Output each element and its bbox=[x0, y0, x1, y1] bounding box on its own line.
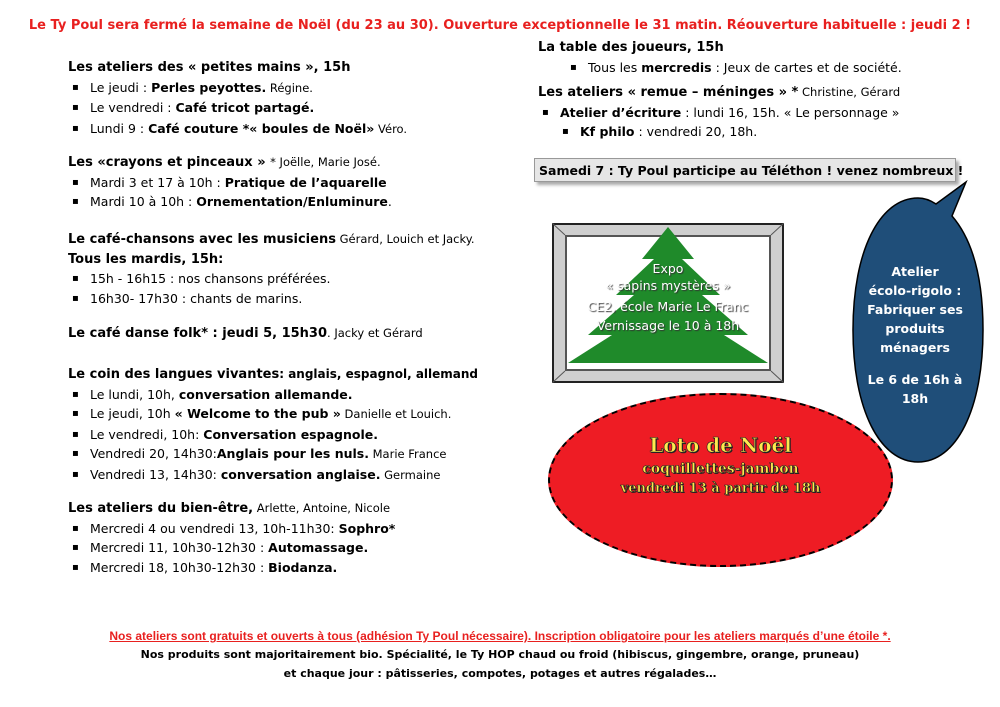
ecolo-line-7: 18h bbox=[901, 391, 929, 406]
list-item: ▪ 15h - 16h15 : nos chansons préférées. bbox=[68, 269, 475, 289]
section-bienetre bbox=[68, 498, 395, 577]
list-item: ▪ Mardi 10 à 10h : Ornementation/Enluminure. bbox=[68, 192, 392, 212]
list-item: ▪ Mercredi 11, 10h30-12h30 : Automassage. bbox=[68, 538, 395, 558]
section-title: Les ateliers des « petites mains », 15h bbox=[68, 60, 351, 75]
list-item: ▪ Le lundi, 10h, conversation allemande. bbox=[68, 385, 478, 405]
section-title: La table des joueurs, 15h bbox=[538, 40, 724, 55]
footer-notice: Nos ateliers sont gratuits et ouverts à tous (adhésion Ty Poul nécessaire). Inscription obligatoire pour les ateliers marqués d’une étoile *. bbox=[109, 629, 891, 643]
telethon-notice: Samedi 7 : Ty Poul participe au Téléthon ! venez nombreux ! bbox=[534, 158, 956, 182]
list-item: ▪ Mardi 3 et 17 à 10h : Pratique de l’aquarelle bbox=[68, 173, 392, 193]
list-item: ▪ Tous les mercredis : Jeux de cartes et de société. bbox=[566, 58, 902, 78]
expo-subtitle: « sapins mystères » bbox=[605, 278, 731, 293]
list-item: ▪ Le vendredi : Café tricot partagé. bbox=[68, 98, 407, 119]
section-joueurs bbox=[538, 38, 902, 77]
loto-oval bbox=[548, 393, 893, 567]
section-crayons bbox=[68, 152, 392, 212]
list bbox=[68, 173, 392, 212]
loto-date: vendredi 13 à partir de 18h bbox=[620, 481, 821, 496]
list-item: ▪ Lundi 9 : Café couture *« boules de Noël» Véro. bbox=[68, 119, 407, 140]
section-title: Les ateliers du bien-être, Arlette, Antoine, Nicole bbox=[68, 501, 391, 516]
section-title: Les ateliers « remue – méninges » * Christine, Gérard bbox=[538, 85, 901, 100]
footer-daily: et chaque jour : pâtisseries, compotes, potages et autres régalades… bbox=[283, 667, 717, 680]
ecolo-line-5: ménagers bbox=[880, 340, 950, 355]
section-title: Les «crayons et pinceaux » * Joëlle, Marie José. bbox=[68, 155, 381, 170]
footer-products: Nos produits sont majoritairement bio. Spécialité, le Ty HOP chaud ou froid (hibiscus, gingembre, orange, pruneau) bbox=[140, 648, 860, 661]
list-item: ▪ Vendredi 13, 14h30: conversation anglaise. Germaine bbox=[68, 465, 478, 486]
section-subtitle: Tous les mardis, 15h: bbox=[68, 251, 224, 267]
section-chansons bbox=[68, 229, 475, 308]
section-petites-mains bbox=[68, 58, 407, 139]
expo-vernissage: Vernissage le 10 à 18h bbox=[596, 318, 740, 333]
list-item: ▪ Le jeudi, 10h « Welcome to the pub » Danielle et Louich. bbox=[68, 404, 478, 425]
ecolo-line-3: Fabriquer ses bbox=[867, 302, 963, 317]
list bbox=[68, 519, 395, 578]
loto-menu: coquillettes-jambon bbox=[642, 461, 799, 477]
ecolo-line-2: écolo-rigolo : bbox=[868, 283, 962, 298]
loto-title: Loto de Noël bbox=[649, 433, 792, 457]
list-item: ▪ Vendredi 20, 14h30:Anglais pour les nuls. Marie France bbox=[68, 444, 478, 465]
ecolo-line-6: Le 6 de 16h à bbox=[867, 372, 963, 387]
section-title: Le coin des langues vivantes: anglais, espagnol, allemand bbox=[68, 367, 479, 382]
section-danse bbox=[68, 323, 423, 344]
list-item: ▪ Le vendredi, 10h: Conversation espagnole. bbox=[68, 425, 478, 445]
section-meninges bbox=[538, 82, 900, 142]
list-item: ▪ Mercredi 18, 10h30-12h30 : Biodanza. bbox=[68, 558, 395, 578]
expo-school: CE2, école Marie Le Franc bbox=[587, 299, 749, 314]
section-title: Le café danse folk* : jeudi 5, 15h30 bbox=[68, 326, 328, 341]
list bbox=[538, 58, 902, 78]
list bbox=[68, 78, 407, 140]
list-item: ▪ Mercredi 4 ou vendredi 13, 10h-11h30: Sophro* bbox=[68, 519, 395, 539]
ecolo-line-4: produits bbox=[885, 321, 945, 336]
section-title: Le café-chansons avec les musiciens Gérard, Louich et Jacky. bbox=[68, 232, 475, 247]
ecolo-line-1: Atelier bbox=[891, 264, 939, 279]
list-item: ▪ Le jeudi : Perles peyottes. Régine. bbox=[68, 78, 407, 99]
list bbox=[68, 269, 475, 308]
list-item: ▪ 16h30- 17h30 : chants de marins. bbox=[68, 289, 475, 309]
expo-title: Expo bbox=[652, 261, 684, 276]
section-langues bbox=[68, 364, 478, 485]
list-item: ▪ Atelier d’écriture : lundi 16, 15h. « Le personnage » bbox=[538, 103, 900, 123]
list bbox=[538, 103, 900, 142]
list bbox=[68, 385, 478, 486]
people: . Jacky et Gérard bbox=[327, 326, 423, 340]
list-item: ▪ Kf philo : vendredi 20, 18h. bbox=[558, 122, 900, 142]
closure-banner: Le Ty Poul sera fermé la semaine de Noël (du 23 au 30). Ouverture exceptionnelle le 31 matin. Réouverture habituelle : jeudi 2 ! bbox=[28, 18, 972, 33]
